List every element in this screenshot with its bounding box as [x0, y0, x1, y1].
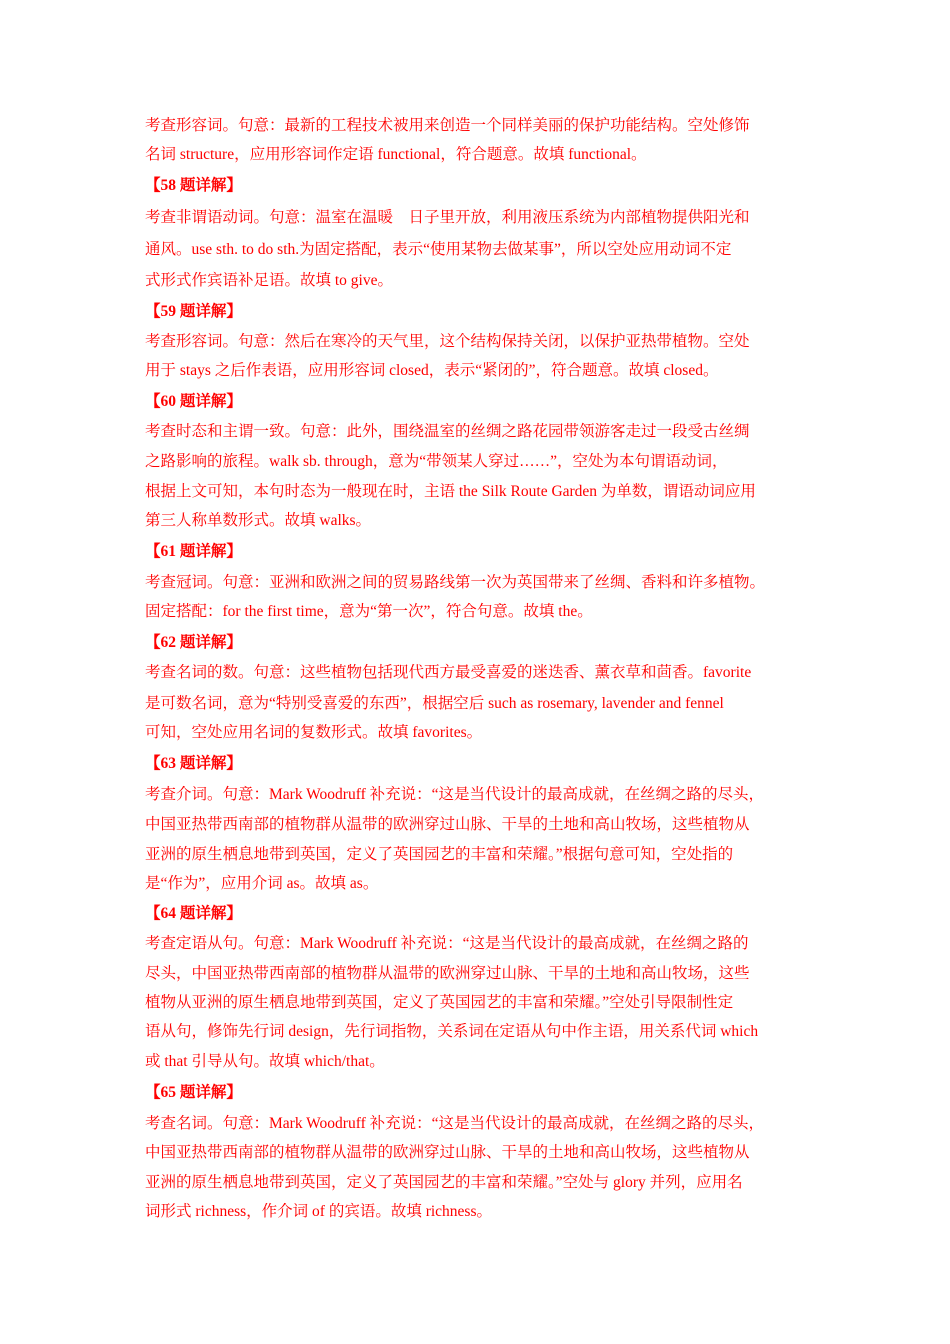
paragraph-line: 中国亚热带西南部的植物群从温带的欧洲穿过山脉、干旱的土地和高山牧场，这些植物从 [145, 1144, 750, 1161]
paragraph-line: 考查冠词。句意：亚洲和欧洲之间的贸易路线第一次为英国带来了丝绸、香料和许多植物。 [145, 574, 766, 591]
paragraph-line: 语从句，修饰先行词 design，先行词指物，关系词在定语从句中作主语，用关系代词 which [145, 1023, 759, 1040]
paragraph-line: 考查名词。句意：Mark Woodruff 补充说：“这是当代设计的最高成就，在丝绸之路的尽头， [145, 1115, 765, 1132]
paragraph-line: 植物从亚洲的原生栖息地带到英国，定义了英国园艺的丰富和荣耀。”空处引导限制性定 [145, 994, 734, 1011]
section-heading: 【60 题详解】 [145, 393, 242, 410]
paragraph-line: 固定搭配：for the first time，意为“第一次”，符合句意。故填 the。 [145, 603, 593, 620]
paragraph-line: 亚洲的原生栖息地带到英国，定义了英国园艺的丰富和荣耀。”空处与 glory 并列，应用名 [145, 1174, 743, 1191]
paragraph-line: 尽头，中国亚热带西南部的植物群从温带的欧洲穿过山脉、干旱的土地和高山牧场，这些 [145, 965, 750, 982]
section-heading: 【59 题详解】 [145, 303, 242, 320]
section-heading: 【58 题详解】 [145, 177, 242, 194]
paragraph-line: 词形式 richness，作介词 of 的宾语。故填 richness。 [145, 1203, 492, 1220]
section-heading: 【63 题详解】 [145, 755, 242, 772]
paragraph-line: 可知，空处应用名词的复数形式。故填 favorites。 [145, 724, 483, 741]
paragraph-line: 考查名词的数。句意：这些植物包括现代西方最受喜爱的迷迭香、薰衣草和茴香。favorite [145, 664, 752, 681]
paragraph-line: 考查时态和主谓一致。句意：此外，围绕温室的丝绸之路花园带领游客走过一段受古丝绸 [145, 423, 750, 440]
paragraph-line: 根据上文可知，本句时态为一般现在时，主语 the Silk Route Garden 为单数，谓语动词应用 [145, 483, 756, 500]
section-heading: 【64 题详解】 [145, 905, 242, 922]
paragraph-line: 是“作为”，应用介词 as。故填 as。 [145, 875, 379, 892]
paragraph-line: 第三人称单数形式。故填 walks。 [145, 512, 372, 529]
section-heading: 【61 题详解】 [145, 543, 242, 560]
paragraph-line: 或 that 引导从句。故填 which/that。 [145, 1053, 385, 1070]
paragraph-line: 中国亚热带西南部的植物群从温带的欧洲穿过山脉、干旱的土地和高山牧场，这些植物从 [145, 816, 750, 833]
paragraph-line: 亚洲的原生栖息地带到英国，定义了英国园艺的丰富和荣耀。”根据句意可知，空处指的 [145, 846, 734, 863]
section-heading: 【65 题详解】 [145, 1084, 242, 1101]
section-heading: 【62 题详解】 [145, 634, 242, 651]
paragraph-line: 用于 stays 之后作表语，应用形容词 closed，表示“紧闭的”，符合题意。故填 closed。 [145, 362, 719, 379]
paragraph-line: 是可数名词，意为“特别受喜爱的东西”，根据空后 such as rosemary, lavender and fennel [145, 695, 724, 712]
paragraph-line: 通风。use sth. to do sth.为固定搭配，表示“使用某物去做某事”，所以空处应用动词不定 [145, 241, 732, 258]
paragraph-line: 式形式作宾语补足语。故填 to give。 [145, 272, 393, 289]
paragraph-line: 考查介词。句意：Mark Woodruff 补充说：“这是当代设计的最高成就，在丝绸之路的尽头， [145, 786, 765, 803]
paragraph-line: 之路影响的旅程。walk sb. through，意为“带领某人穿过……”，空处为本句谓语动词， [145, 453, 728, 470]
paragraph-line: 考查定语从句。句意：Mark Woodruff 补充说：“这是当代设计的最高成就，在丝绸之路的 [145, 935, 749, 952]
paragraph-line: 考查形容词。句意：然后在寒冷的天气里，这个结构保持关闭，以保护亚热带植物。空处 [145, 333, 750, 350]
paragraph-line: 考查非谓语动词。句意：温室在温暖 日子里开放，利用液压系统为内部植物提供阳光和 [145, 209, 750, 226]
paragraph-line: 名词 structure，应用形容词作定语 functional，符合题意。故填 functional。 [145, 146, 647, 163]
paragraph-line: 考查形容词。句意：最新的工程技术被用来创造一个同样美丽的保护功能结构。空处修饰 [145, 117, 750, 134]
